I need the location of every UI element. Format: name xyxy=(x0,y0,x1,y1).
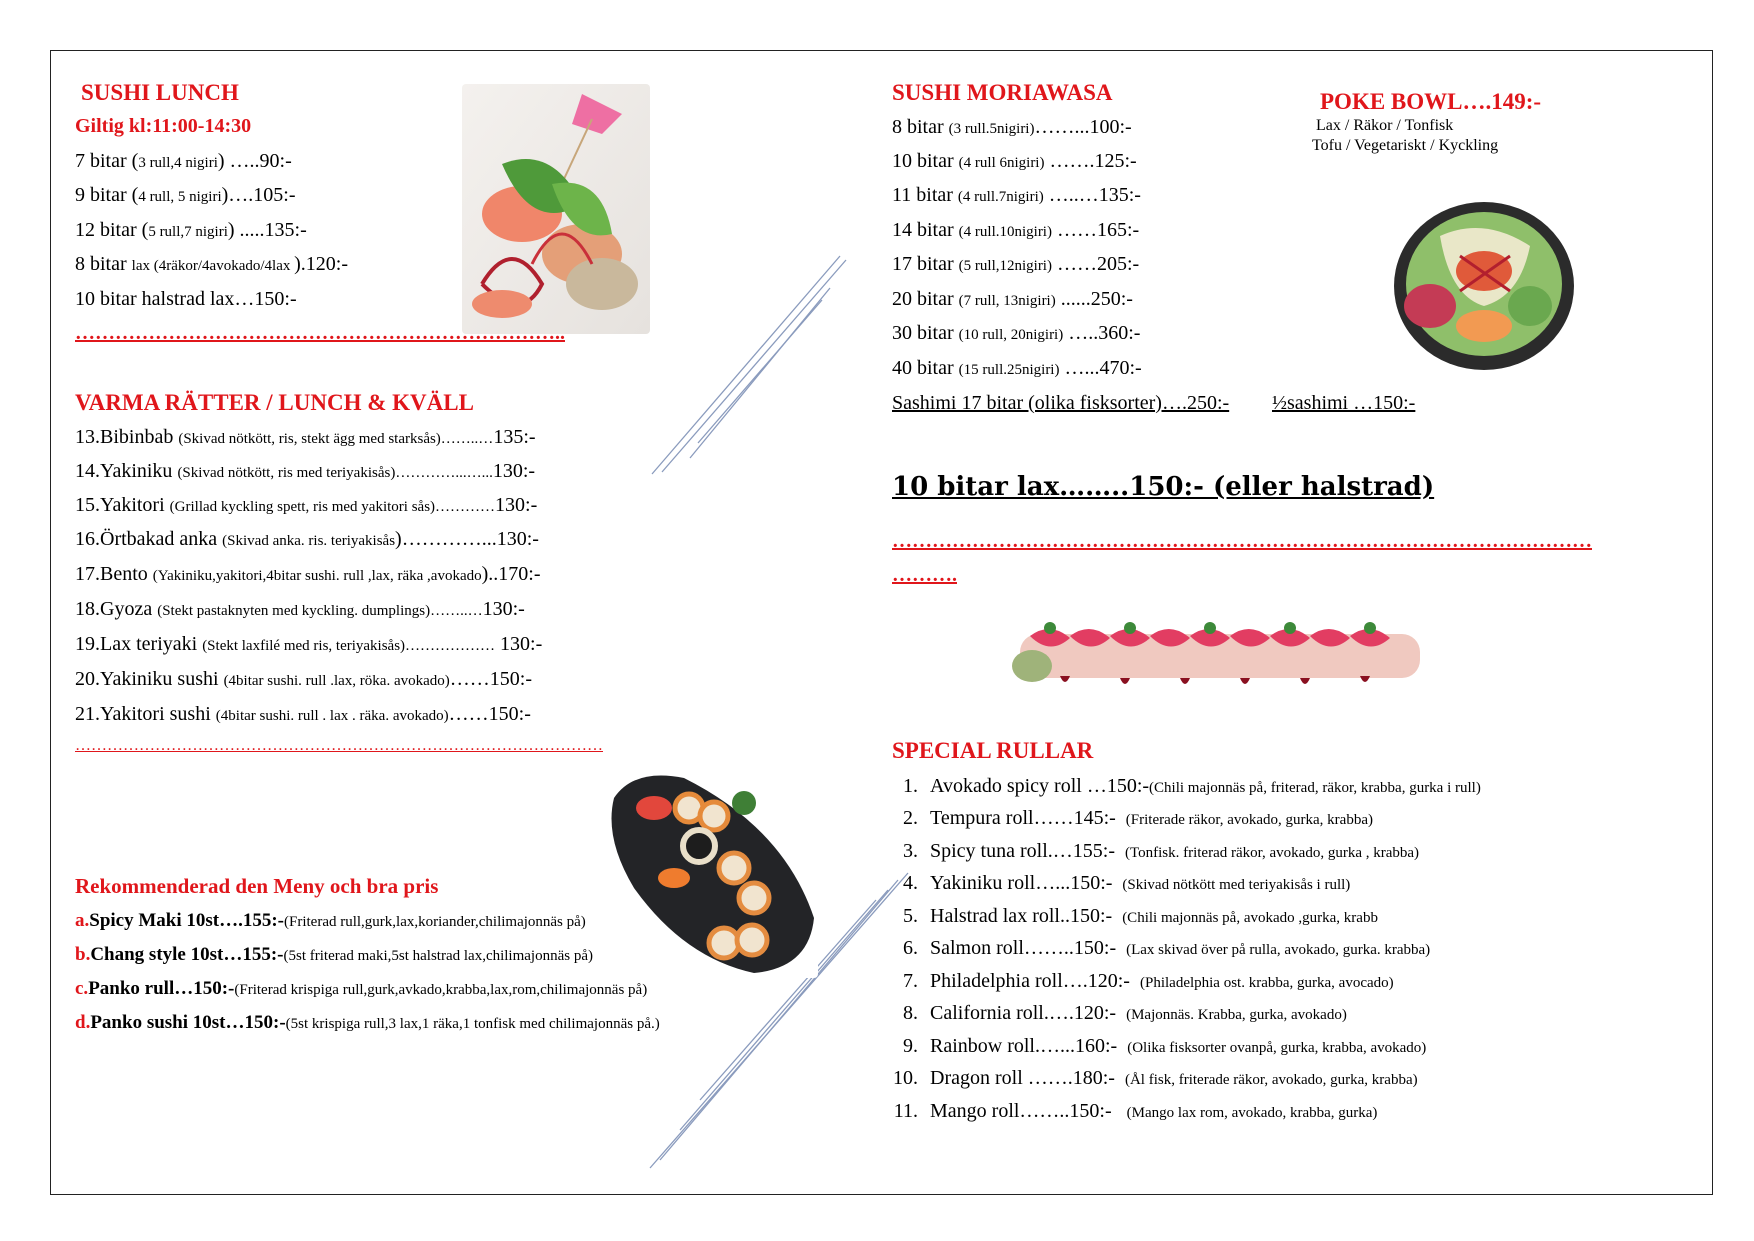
list-item: 1. Avokado spicy roll …150:-(Chili majonnäs på, friterad, räkor, krabba, gurka i rull) xyxy=(903,775,1481,797)
list-item: 8. California roll.….120:- (Majonnäs. Krabba, gurka, avokado) xyxy=(903,1002,1347,1024)
list-item: 18.Gyoza (Stekt pastaknyten med kyckling. dumplings)……..…130:- xyxy=(75,598,525,620)
list-item: 13.Bibinbab (Skivad nötkött, ris, stekt ägg med starksås)……..…135:- xyxy=(75,426,536,448)
list-item: 10 bitar halstrad lax…150:- xyxy=(75,288,297,310)
list-item: 11. Mango roll……..150:- (Mango lax rom, avokado, krabba, gurka) xyxy=(893,1100,1378,1122)
list-item: 4. Yakiniku roll…...150:- (Skivad nötkött med teriyakisås i rull) xyxy=(903,872,1351,894)
list-item: 20.Yakiniku sushi (4bitar sushi. rull .lax, röka. avokado)……150:- xyxy=(75,668,532,690)
list-item: a.Spicy Maki 10st….155:-(Friterad rull,gurk,lax,koriander,chilimajonnäs på) xyxy=(75,910,586,931)
list-item: 10 bitar (4 rull 6nigiri) …….125:- xyxy=(892,150,1137,172)
poke-options-1: Lax / Räkor / Tonfisk xyxy=(1316,117,1454,134)
list-item: 11 bitar (4 rull.7nigiri) …..…135:- xyxy=(892,184,1141,206)
list-item: 17 bitar (5 rull,12nigiri) ……205:- xyxy=(892,253,1140,275)
dotted-separator: ……………………………………………………………………………………… xyxy=(75,737,603,754)
moriawasa-title: SUSHI MORIAWASA xyxy=(892,80,1113,105)
dotted-separator: …………………………………………………………………………………………… xyxy=(892,530,1592,552)
list-item: d.Panko sushi 10st…150:-(5st krispiga rull,3 lax,1 räka,1 tonfisk med chilimajonnäs på.) xyxy=(75,1012,660,1033)
list-item: 20 bitar (7 rull, 13nigiri) ......250:- xyxy=(892,288,1133,310)
list-item: 21.Yakitori sushi (4bitar sushi. rull . lax . räka. avokado)……150:- xyxy=(75,703,531,725)
list-item: 10. Dragon roll …….180:- (Ål fisk, friterade räkor, avokado, gurka, krabba) xyxy=(893,1067,1418,1089)
list-item: 12 bitar (5 rull,7 nigiri) .....135:- xyxy=(75,219,307,241)
list-item: 7 bitar (3 rull,4 nigiri) …..90:- xyxy=(75,150,292,172)
halstrad-highlight: 10 bitar lax……..150:- (eller halstrad) xyxy=(892,472,1435,502)
list-item: 9. Rainbow roll.…...160:- (Olika fisksorter ovanpå, gurka, krabba, avokado) xyxy=(903,1035,1427,1057)
poke-bowl-photo xyxy=(1380,196,1574,370)
poke-options-2: Tofu / Vegetariskt / Kyckling xyxy=(1312,137,1499,154)
poke-title: POKE BOWL….149:- xyxy=(1320,89,1542,114)
list-item: 40 bitar (15 rull.25nigiri) …...470:- xyxy=(892,357,1142,379)
special-title: SPECIAL RULLAR xyxy=(892,738,1094,763)
lunch-title: SUSHI LUNCH xyxy=(81,80,239,105)
list-item: 7. Philadelphia roll….120:- (Philadelphia ost. krabba, gurka, avocado) xyxy=(903,970,1394,992)
sushi-platter-photo xyxy=(604,768,818,978)
list-item: 16.Örtbakad anka (Skivad anka. ris. teriyakisås)…………...130:- xyxy=(75,528,539,550)
list-item: 9 bitar (4 rull, 5 nigiri)….105:- xyxy=(75,184,296,206)
rek-title: Rekommenderad den Meny och bra pris xyxy=(75,874,439,898)
list-item: 19.Lax teriyaki (Stekt laxfilé med ris, teriyakisås)……………… 130:- xyxy=(75,633,543,655)
list-item: 8 bitar lax (4räkor/4avokado/4lax ).120:- xyxy=(75,253,348,275)
list-item: 2. Tempura roll……145:- (Friterade räkor, avokado, gurka, krabba) xyxy=(903,807,1373,829)
list-item: 5. Halstrad lax roll..150:- (Chili majonnäs på, avokado ,gurka, krabb xyxy=(903,905,1378,927)
dotted-separator: ………. xyxy=(892,564,957,586)
sushi-roll-row-photo xyxy=(1010,606,1432,698)
dotted-separator: ……………………………………………………………….. xyxy=(75,322,565,344)
lunch-valid-time: Giltig kl:11:00-14:30 xyxy=(75,115,252,137)
list-item: 6. Salmon roll……..150:- (Lax skivad över på rulla, avokado, gurka. krabba) xyxy=(903,937,1431,959)
list-item: 3. Spicy tuna roll.…155:- (Tonfisk. friterad räkor, avokado, gurka , krabba) xyxy=(903,840,1420,862)
half-sashimi-line: ½sashimi …150:- xyxy=(1272,392,1416,414)
sushi-plate-photo xyxy=(462,84,650,334)
list-item: b.Chang style 10st…155:-(5st friterad maki,5st halstrad lax,chilimajonnäs på) xyxy=(75,944,593,965)
list-item: 8 bitar (3 rull.5nigiri)……...100:- xyxy=(892,116,1132,138)
list-item: 17.Bento (Yakiniku,yakitori,4bitar sushi. rull ,lax, räka ,avokado)..170:- xyxy=(75,563,541,585)
list-item: 14 bitar (4 rull.10nigiri) ……165:- xyxy=(892,219,1140,241)
varma-title: VARMA RÄTTER / LUNCH & KVÄLL xyxy=(75,390,474,415)
list-item: c.Panko rull…150:-(Friterad krispiga rull,gurk,avkado,krabba,lax,rom,chilimajonnäs på) xyxy=(75,978,648,999)
list-item: 30 bitar (10 rull, 20nigiri) …..360:- xyxy=(892,322,1141,344)
list-item: 15.Yakitori (Grillad kyckling spett, ris med yakitori sås)…………130:- xyxy=(75,494,538,516)
list-item: 14.Yakiniku (Skivad nötkött, ris med teriyakisås)…………...…...130:- xyxy=(75,460,536,482)
sashimi-line: Sashimi 17 bitar (olika fisksorter)….250:- xyxy=(892,392,1230,414)
